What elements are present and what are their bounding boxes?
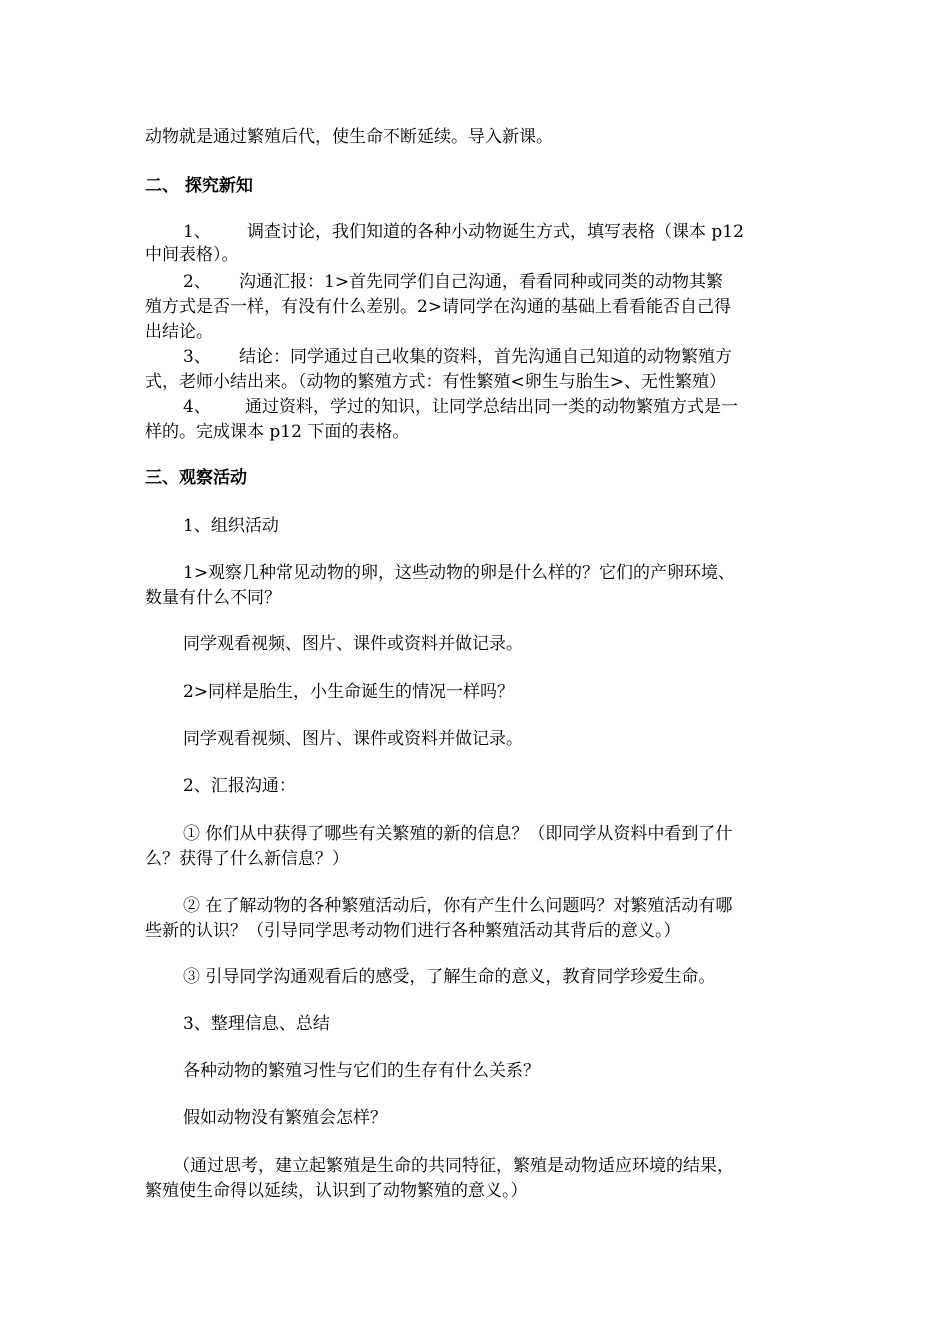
item-3-number: 3、 (183, 347, 211, 367)
activity-1-heading: 1、组织活动 (183, 516, 279, 536)
comm-3-line: ③ 引导同学沟通观看后的感受，了解生命的意义，教育同学珍爱生命。 (183, 967, 716, 987)
section-2-heading: 二、 探究新知 (145, 176, 253, 196)
item-1-number: 1、 (183, 222, 211, 242)
record-line-2: 同学观看视频、图片、课件或资料并做记录。 (183, 729, 523, 749)
summary-question-2: 假如动物没有繁殖会怎样？ (183, 1108, 387, 1128)
comm-1-line-1: ① 你们从中获得了哪些有关繁殖的新的信息？（即同学从资料中看到了什 (183, 824, 733, 844)
item-1-text: 调查讨论，我们知道的各种小动物诞生方式，填写表格（课本 p12 (247, 222, 744, 242)
item-3-line-2: 式，老师小结出来。（动物的繁殖方式：有性繁殖<卵生与胎生>、无性繁殖） (145, 372, 726, 392)
item-4-line-1 (183, 396, 738, 418)
question-1-line-2: 数量有什么不同？ (145, 588, 281, 608)
item-3-text: 结论：同学通过自己收集的资料，首先沟通自己知道的动物繁殖方 (239, 347, 732, 367)
item-2-number: 2、 (183, 272, 211, 292)
item-2-line-1 (183, 271, 723, 293)
item-2-line-3: 出结论。 (145, 322, 213, 342)
conclusion-line-2: 繁殖使生命得以延续，认识到了动物繁殖的意义。） (145, 1181, 528, 1201)
comm-2-line-1: ② 在了解动物的各种繁殖活动后，你有产生什么问题吗？对繁殖活动有哪 (183, 896, 733, 916)
item-4-number: 4、 (183, 397, 211, 417)
item-1-line-2: 中间表格）。 (145, 245, 239, 265)
activity-3-heading: 3、整理信息、总结 (183, 1014, 330, 1034)
intro-line: 动物就是通过繁殖后代，使生命不断延续。导入新课。 (145, 127, 553, 147)
section-3-heading: 三、观察活动 (145, 468, 247, 488)
item-4-text: 通过资料，学过的知识，让同学总结出同一类的动物繁殖方式是一 (245, 397, 738, 417)
record-line-1: 同学观看视频、图片、课件或资料并做记录。 (183, 634, 523, 654)
comm-2-line-2: 些新的认识？（引导同学思考动物们进行各种繁殖活动其背后的意义。） (145, 921, 681, 941)
item-2-text: 沟通汇报：1>首先同学们自己沟通，看看同种或同类的动物其繁 (239, 272, 724, 292)
item-4-line-2: 样的。完成课本 p12 下面的表格。 (145, 422, 410, 442)
comm-1-line-2: 么？获得了什么新信息？） (145, 849, 349, 869)
item-3-line-1 (183, 346, 732, 368)
conclusion-line-1: （通过思考，建立起繁殖是生命的共同特征，繁殖是动物适应环境的结果， (173, 1156, 734, 1176)
summary-question-1: 各种动物的繁殖习性与它们的生存有什么关系？ (183, 1061, 540, 1081)
activity-2-heading: 2、汇报沟通： (183, 776, 296, 796)
question-2-line: 2>同样是胎生，小生命诞生的情况一样吗？ (183, 682, 515, 702)
item-1-line-1 (183, 221, 744, 243)
item-2-line-2: 殖方式是否一样，有没有什么差别。2>请同学在沟通的基础上看看能否自己得 (145, 297, 732, 317)
question-1-line-1: 1>观察几种常见动物的卵，这些动物的卵是什么样的？它们的产卵环境、 (183, 563, 736, 583)
